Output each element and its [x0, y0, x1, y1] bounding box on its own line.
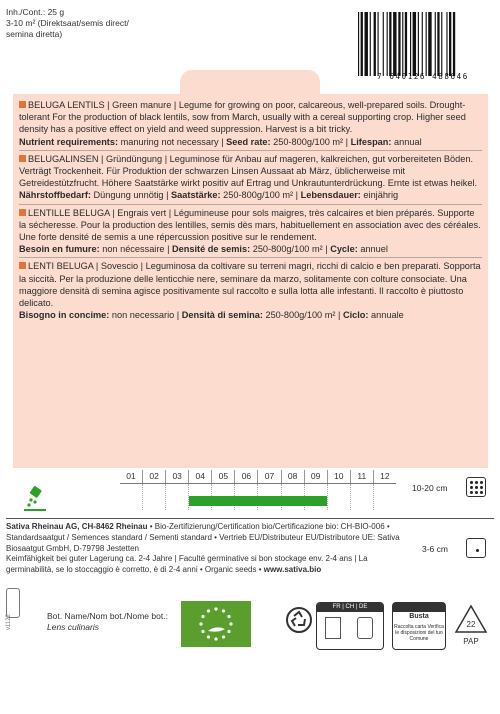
- paper-bin-icon: [325, 617, 341, 639]
- producer-certification: • Bio-Zertifizierung/Certification bio/Certificazione bio: CH-BIO-006 • Standardsaatgut / Semences standard / Sementi standard • Vertrieb EU/Distributeur EU/Distributore UE: Sativa Biosaatgut GmbH, D-79798 Jestetten: [6, 522, 400, 553]
- busta-text: Raccolta carta Verifica le disposizioni del tuo Comune: [394, 624, 444, 642]
- month-label: 11: [351, 470, 374, 483]
- lifespan-label: Ciclo:: [342, 310, 369, 321]
- seed-rate-label: Seed rate:: [226, 136, 271, 147]
- month-cell: [143, 484, 166, 510]
- month-cell: [374, 484, 396, 510]
- lifespan-label: Lifespan:: [350, 136, 392, 147]
- month-cell: [328, 484, 351, 510]
- requirements-line: [19, 309, 482, 321]
- producer-info: [6, 522, 406, 576]
- busta-title: Busta: [409, 613, 429, 620]
- nutrient-label: Nutrient requirements:: [19, 136, 119, 147]
- month-row: [120, 470, 396, 484]
- month-cells: [120, 484, 396, 510]
- quantity-line: semina diretta): [6, 29, 63, 39]
- variety-description: | Gründüngung | Leguminose für Anbau auf mageren, kalkreichen, gut vorbereiteten Böden. Verträgt Trockenheit. Für Produktion der schwarzen Linsen Aussaat ab März, üblicherweise mit Getreidestützfrucht. Höhere Saatstärke wirkt positiv auf Ertrag und Unkrautunterdrückung. Ernte ist etwas heikel.: [19, 153, 478, 189]
- variety-title: BELUGALINSEN: [28, 153, 99, 164]
- month-label: 04: [189, 470, 212, 483]
- producer-name: Sativa Rheinau AG, CH-8462 Rheinau: [6, 522, 148, 531]
- month-label: 07: [258, 470, 281, 483]
- nutrient-label: Besoin en fumure:: [19, 244, 100, 255]
- description-panel: [13, 94, 488, 468]
- bullet-square-icon: [19, 155, 26, 162]
- month-cell: [351, 484, 374, 510]
- requirements-line: [19, 189, 482, 201]
- italian-disposal-label: [392, 602, 446, 650]
- month-label: 08: [282, 470, 305, 483]
- sowing-icon: [22, 486, 48, 512]
- month-label: 12: [380, 471, 390, 481]
- row-distance: 10-20 cm: [412, 483, 448, 493]
- nutrient-value: manuring not necessary |: [118, 136, 227, 147]
- quantity-line: Inh./Cont.: 25 g: [6, 7, 65, 17]
- header-area: [0, 0, 500, 94]
- variety-description: | Green manure | Legume for growing on poor, calcareous, well-prepared soils. Drought-tolerant For the production of black lentils, sow from March, usually with a cereal supporting crop. Higher seed density has a positive effect on yield and weed suppression. Harvest is a bit tricky.: [19, 100, 466, 135]
- barcode: [356, 12, 490, 76]
- seed-rate-value: 250-800g/100 m² |: [220, 190, 301, 201]
- seed-rate-value: 250-800g/100 m² |: [250, 244, 331, 255]
- month-label: 03: [166, 470, 189, 483]
- variety-title: LENTI BELUGA: [28, 261, 94, 272]
- svg-text:22: 22: [466, 620, 476, 629]
- sorting-countries: FR | CH | DE: [317, 603, 383, 612]
- pap-recycling-icon: [454, 604, 488, 648]
- barcode-digits: 7 640126 488646: [377, 72, 469, 81]
- hanger-tab: [180, 70, 320, 96]
- version-code: v1122: [6, 614, 12, 630]
- nutrient-label: Bisogno in concime:: [19, 310, 110, 321]
- month-label: 02: [143, 470, 166, 483]
- bullet-square-icon: [19, 262, 26, 269]
- nutrient-value: non nécessaire |: [99, 244, 173, 255]
- language-block-fr: [19, 205, 482, 259]
- variety-description: | Sovescio | Leguminosa da coltivare su terreni magri, ricchi di calcio e ben preparati. Sopporta la siccità. Per la produzione delle lenticchie nere, seminare da marzo, solitamente con colture consociate. Una maggiore densità di semina agisce positivamente sul raccolto e sulla lotta alle infestanti. Il raccolto è piuttosto delicato.: [19, 261, 481, 309]
- divider: [6, 518, 494, 519]
- lifespan-label: Cycle:: [330, 244, 358, 255]
- sowing-depth: 3-6 cm: [422, 544, 448, 554]
- eu-organic-logo: [181, 601, 251, 647]
- recycle-icon: [285, 606, 313, 634]
- svg-text:PAP: PAP: [463, 637, 479, 646]
- variety-title: BELUGA LENTILS: [28, 100, 105, 110]
- quantity-info: [6, 7, 129, 40]
- requirements-line: [19, 243, 482, 255]
- row-spacing-icon: [466, 477, 486, 497]
- latin-name: Lens culinaris: [47, 622, 99, 632]
- lifespan-value: einjährig: [360, 190, 399, 201]
- month-cell: [166, 484, 189, 510]
- language-block-it: [19, 258, 482, 323]
- month-label: 05: [212, 470, 235, 483]
- lifespan-value: annuale: [368, 310, 404, 321]
- botanical-label: Bot. Name/Nom bot./Nome bot.:: [47, 611, 168, 621]
- waste-sorting-label: [316, 602, 384, 650]
- seed-rate-value: 250-800g/100 m² |: [262, 310, 343, 321]
- seed-rate-label: Densité de semis:: [172, 244, 251, 255]
- sowing-period-bar: [189, 496, 327, 506]
- footer-area: [0, 580, 500, 714]
- lifespan-value: annual: [391, 136, 422, 147]
- month-label: 10: [328, 470, 351, 483]
- requirements-line: [19, 136, 482, 148]
- month-label: 06: [235, 470, 258, 483]
- lifespan-value: annuel: [357, 244, 388, 255]
- sowing-calendar: [120, 470, 396, 510]
- botanical-name: [47, 611, 168, 633]
- nutrient-value: non necessario |: [109, 310, 182, 321]
- germination-info: Keimfähigkeit bei guter Lagerung ca. 2-4 Jahre | Faculté germinative si bon stockage env. 2-4 ans | La germinabilità, se lo stoccaggio è corretto, è di 2-4 anni • Organic seeds • www.sativa.bio: [6, 554, 368, 575]
- website-link[interactable]: www.sativa.bio: [263, 565, 322, 575]
- lifespan-label: Lebensdauer:: [300, 190, 361, 201]
- bullet-square-icon: [19, 101, 26, 108]
- month-cell: [120, 484, 143, 510]
- seed-rate-value: 250-800g/100 m² |: [270, 136, 351, 147]
- month-label: 01: [120, 470, 143, 483]
- nutrient-label: Nährstoffbedarf:: [19, 190, 91, 201]
- variety-description: | Engrais vert | Légumineuse pour sols maigres, très calcaires et bien préparés. Supporte la sécheresse. Pour la production des lentilles, semis dès mars, habituellement en association avec des céréales. Une forte densité de semis a une répercussion positive sur le rendement.: [19, 207, 481, 243]
- language-block-de: [19, 151, 482, 205]
- month-label: 09: [305, 470, 328, 483]
- bullet-square-icon: [19, 209, 26, 216]
- variety-title: LENTILLE BELUGA: [28, 207, 110, 218]
- language-block-en: [19, 97, 482, 151]
- seed-rate-label: Saatstärke:: [171, 190, 221, 201]
- seed-rate-label: Densità di semina:: [181, 310, 263, 321]
- eu-leaf-icon: [181, 601, 251, 647]
- paper-bin-icon: [357, 617, 373, 639]
- nutrient-value: Düngung unnötig |: [90, 190, 172, 201]
- quantity-line: 3-10 m² (Direktsaat/semis direct/: [6, 18, 129, 28]
- sowing-depth-icon: [466, 538, 486, 558]
